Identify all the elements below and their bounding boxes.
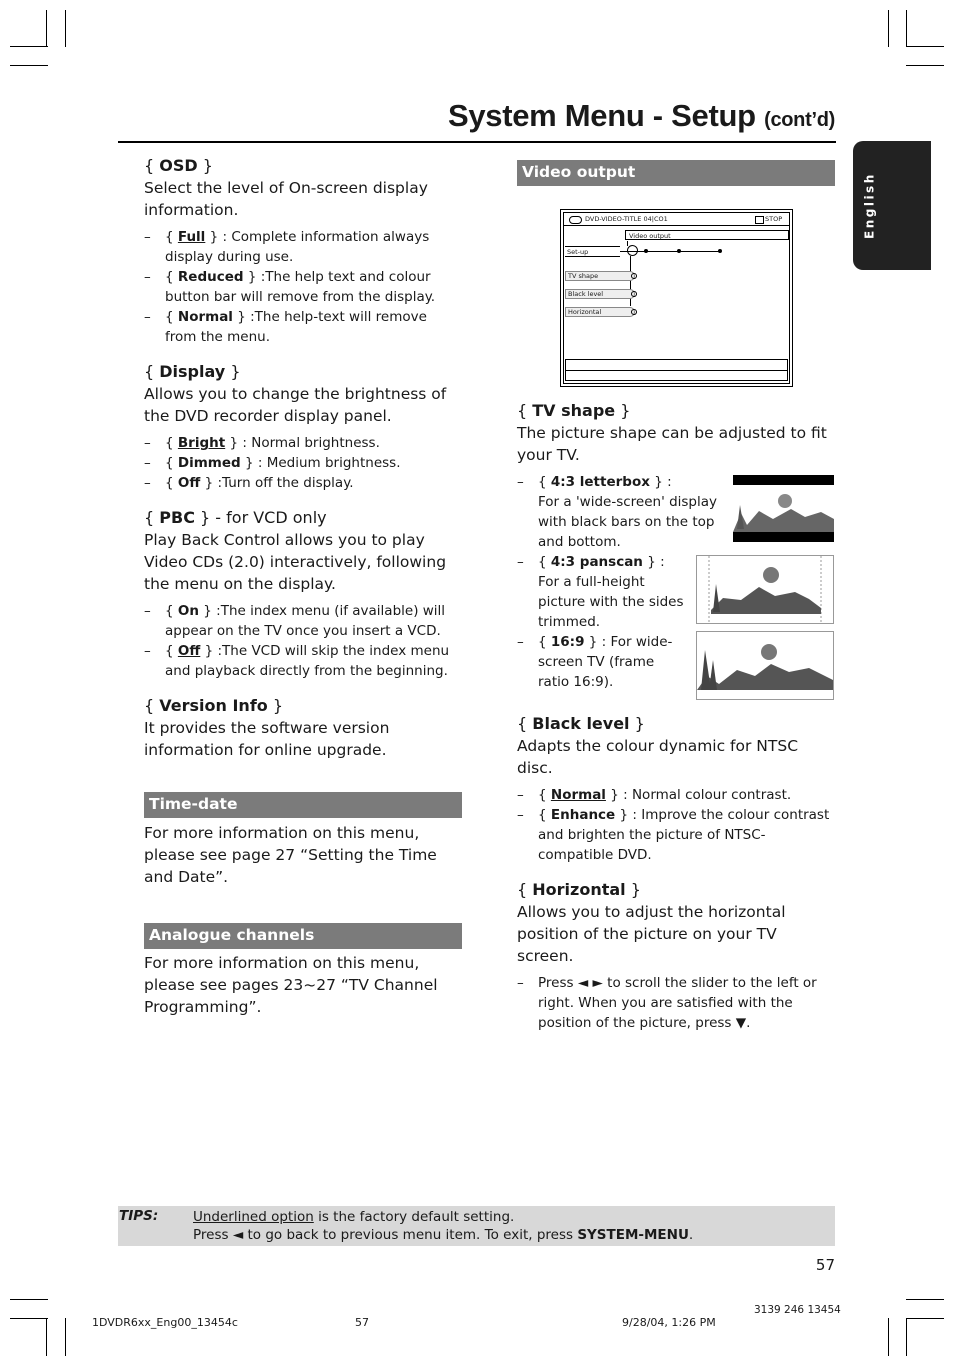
crop-mark [10, 1299, 48, 1300]
list-item: – { 4:3 letterbox } : For a 'wide-screen' display with black bars on the top and bottom. [517, 474, 718, 550]
osd-heading: { OSD } [144, 156, 213, 175]
black-level-heading: { Black level } [517, 714, 645, 733]
menu-item-horizontal: Horizontal [565, 307, 635, 317]
menu-item-radio-icon [631, 273, 637, 279]
menu-selected-item: Video output [625, 230, 789, 240]
osd-description: Select the level of On-screen display information. [144, 179, 428, 219]
list-item: – { On } :The index menu (if available) will appear on the TV once you insert a VCD. [144, 603, 446, 639]
right-column [517, 400, 837, 466]
pbc-description: Play Back Control allows you to play Video CDs (2.0) interactively, following the menu on the display. [144, 531, 447, 593]
osd-options [144, 227, 462, 347]
crop-mark [10, 46, 48, 47]
crop-mark [46, 10, 47, 47]
horizontal-section [517, 879, 837, 1033]
version-description: It provides the software version information for online upgrade. [144, 719, 390, 759]
osd-menu-illustration [560, 209, 793, 387]
crop-mark [10, 65, 48, 66]
list-item: – { Enhance } : Improve the colour contrast and brighten the picture of NTSC-compatible DVD. [517, 807, 830, 863]
slider-dot [718, 249, 722, 253]
crop-mark [65, 1318, 66, 1356]
page-number: 57 [815, 1256, 835, 1274]
list-item: – { Full } : Complete information always display during use. [144, 229, 430, 265]
analogue-channels-description: For more information on this menu, please see pages 23~27 “TV Channel Programming”. [144, 954, 438, 1016]
list-item: – Press ◄ ► to scroll the slider to the left or right. When you are satisfied with the position of the picture, press ▼. [517, 975, 817, 1031]
menu-item-tv-shape: TV shape [565, 271, 635, 281]
footer-date: 9/28/04, 1:26 PM [622, 1316, 716, 1329]
crop-mark [888, 10, 889, 47]
crop-mark [10, 1318, 48, 1319]
tips-text: Underlined option is the factory default setting. Press ◄ to go back to previous menu item. To exit, press SYSTEM-MENU. [193, 1209, 694, 1243]
crop-mark [65, 10, 66, 47]
list-item: – { 4:3 panscan } : For a full-height picture with the sides trimmed. [517, 554, 684, 630]
footer-code: 3139 246 13454 [754, 1304, 841, 1316]
menu-divider [564, 225, 789, 226]
menu-cursor-icon [627, 245, 638, 256]
menu-header-title: DVD-VIDEO-TITLE 04|CO1 [585, 215, 668, 223]
horizontal-options [517, 973, 837, 1033]
list-item: – { Normal } :The help-text will remove from the menu. [144, 309, 427, 345]
display-heading: { Display } [144, 362, 241, 381]
slider-dot [677, 249, 681, 253]
analogue-channels-section-bar: Analogue channels [144, 923, 462, 949]
black-level-description: Adapts the colour dynamic for NTSC disc. [517, 737, 799, 777]
crop-mark [906, 1318, 907, 1356]
version-heading: { Version Info } [144, 696, 284, 715]
tv-shape-options [517, 472, 717, 692]
pbc-options [144, 601, 462, 681]
black-level-section [517, 713, 837, 865]
letterbox-image [733, 475, 834, 542]
crop-mark [906, 1299, 944, 1300]
left-column [144, 155, 462, 761]
slider-dot [644, 249, 648, 253]
disc-icon [569, 216, 582, 224]
tv-shape-description: The picture shape can be adjusted to fit your TV. [517, 424, 827, 464]
stop-icon [755, 216, 764, 224]
tips-label: TIPS: [119, 1208, 159, 1224]
list-item: – { Off } :The VCD will skip the index menu and playback directly from the beginning. [144, 643, 450, 679]
menu-info-bar [565, 371, 788, 381]
menu-item-radio-icon [631, 291, 637, 297]
panscan-image [696, 555, 834, 624]
list-item: – { Normal } : Normal colour contrast. [517, 787, 792, 803]
crop-mark [906, 1318, 944, 1319]
list-item: – { Bright } : Normal brightness. [144, 435, 380, 451]
list-item: – { Reduced } :The help text and colour button bar will remove from the display. [144, 269, 436, 305]
list-item: – { Dimmed } : Medium brightness. [144, 455, 401, 471]
crop-mark [46, 1318, 47, 1356]
crop-mark [906, 10, 907, 47]
language-tab [853, 141, 931, 270]
menu-info-bar [565, 359, 788, 371]
tv-shape-heading: { TV shape } [517, 401, 631, 420]
time-date-description: For more information on this menu, please see page 27 “Setting the Time and Date”. [144, 824, 437, 886]
footer-filename: 1DVDR6xx_Eng00_13454c [92, 1316, 238, 1329]
menu-item-black-level: Black level [565, 289, 635, 299]
display-options [144, 433, 462, 493]
crop-mark [906, 46, 944, 47]
list-item: – { Off } :Turn off the display. [144, 475, 354, 491]
tips-box [118, 1206, 835, 1246]
crop-mark [888, 1318, 889, 1356]
footer-page: 57 [355, 1316, 369, 1329]
menu-connector [627, 241, 628, 246]
menu-item-radio-icon [631, 309, 637, 315]
pbc-heading: { PBC } - for VCD only [144, 508, 327, 527]
black-level-options [517, 785, 837, 865]
menu-header-status: STOP [765, 215, 783, 223]
horizontal-description: Allows you to adjust the horizontal position of the picture on your TV screen. [517, 903, 786, 965]
page-title: System Menu - Setup (cont’d) [447, 98, 835, 133]
widescreen-image [696, 631, 834, 700]
crop-mark [906, 65, 944, 66]
display-description: Allows you to change the brightness of the DVD recorder display panel. [144, 385, 447, 425]
time-date-section-bar: Time-date [144, 792, 462, 818]
menu-setup-item: Set-up [565, 246, 620, 257]
horizontal-heading: { Horizontal } [517, 880, 641, 899]
list-item: – { 16:9 } : For wide- screen TV (frame ratio 16:9). [517, 634, 673, 690]
language-tab-label: English [862, 172, 877, 239]
video-output-section-bar: Video output [517, 160, 835, 186]
title-rule [118, 141, 836, 143]
